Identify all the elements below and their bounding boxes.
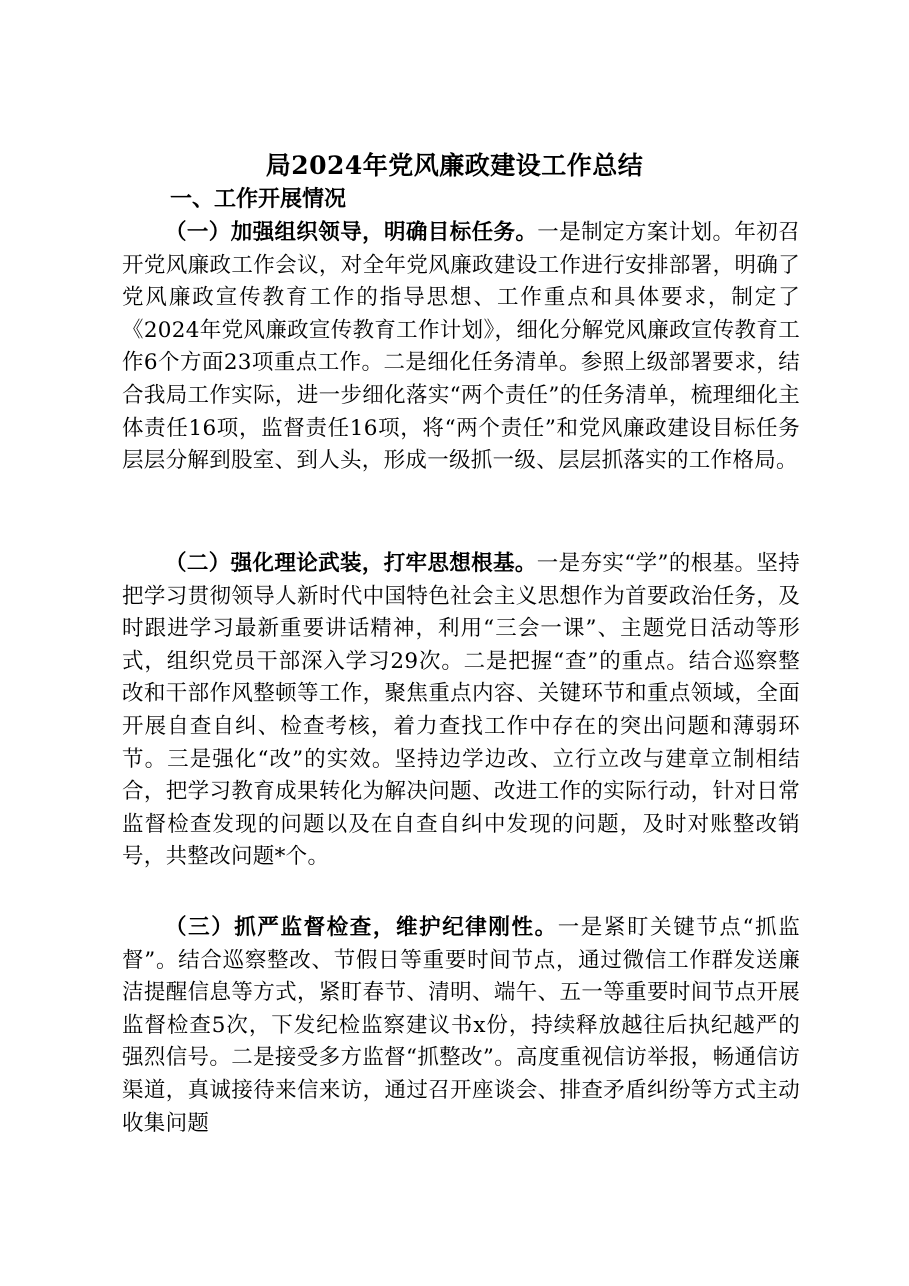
paragraph-body: 一是夯实“学”的根基。坚持把学习贯彻领导人新时代中国特色社会主义思想作为首要政治任务，及时跟进学习最新重要讲话精神，利用“三会一课”、主题党日活动等形式，组织党员干部深入学习29次。二是把握“查”的重点。结合巡察整改和干部作风整顿等工作，聚焦重点内容、关键环节和重点领域，全面开展自查自纠、检查考核，着力查找工作中存在的突出问题和薄弱环节。三是强化“改”的实效。坚持边学边改、立行立改与建章立制相结合，把学习教育成果转化为解决问题、改进工作的实际行动，针对日常监督检查发现的问题以及在自查自纠中发现的问题，及时对账整改销号，共整改问题*个。 — [122, 551, 800, 870]
paragraph-lead: （二）强化理论武装，打牢思想根基。 — [165, 551, 537, 576]
paragraph-lead: （一）加强组织领导，明确目标任务。 — [165, 220, 538, 245]
paragraph-supervision — [122, 912, 800, 1140]
paragraph-organization-leadership — [122, 217, 800, 478]
paragraph-body: 一是制定方案计划。年初召开党风廉政工作会议，对全年党风廉政建设工作进行安排部署，明确了党风廉政宣传教育工作的指导思想、工作重点和具体要求，制定了《2024年党风廉政宣传教育工作计划》，细化分解党风廉政宣传教育工作6个方面23项重点工作。二是细化任务清单。参照上级部署要求，结合我局工作实际，进一步细化落实“两个责任”的任务清单，梳理细化主体责任16项，监督责任16项，将“两个责任”和党风廉政建设目标任务层层分解到股室、到人头，形成一级抓一级、层层抓落实的工作格局。 — [122, 220, 800, 474]
document-title: 局2024年党风廉政建设工作总结 — [265, 151, 644, 180]
paragraph-lead: （三）抓严监督检查，维护纪律刚性。 — [165, 915, 558, 940]
paragraph-body: 一是紧盯关键节点“抓监督”。结合巡察整改、节假日等重要时间节点，通过微信工作群发送廉洁提醒信息等方式，紧盯春节、清明、端午、五一等重要时间节点开展监督检查5次，下发纪检监察建议书x份，持续释放越往后执纪越严的强烈信号。二是接受多方监督“抓整改”。高度重视信访举报，畅通信访渠道，真诚接待来信来访，通过召开座谈会、排查矛盾纠纷等方式主动收集问题 — [122, 915, 800, 1136]
section-heading: 一、工作开展情况 — [170, 187, 347, 212]
paragraph-theory-study — [122, 548, 800, 874]
